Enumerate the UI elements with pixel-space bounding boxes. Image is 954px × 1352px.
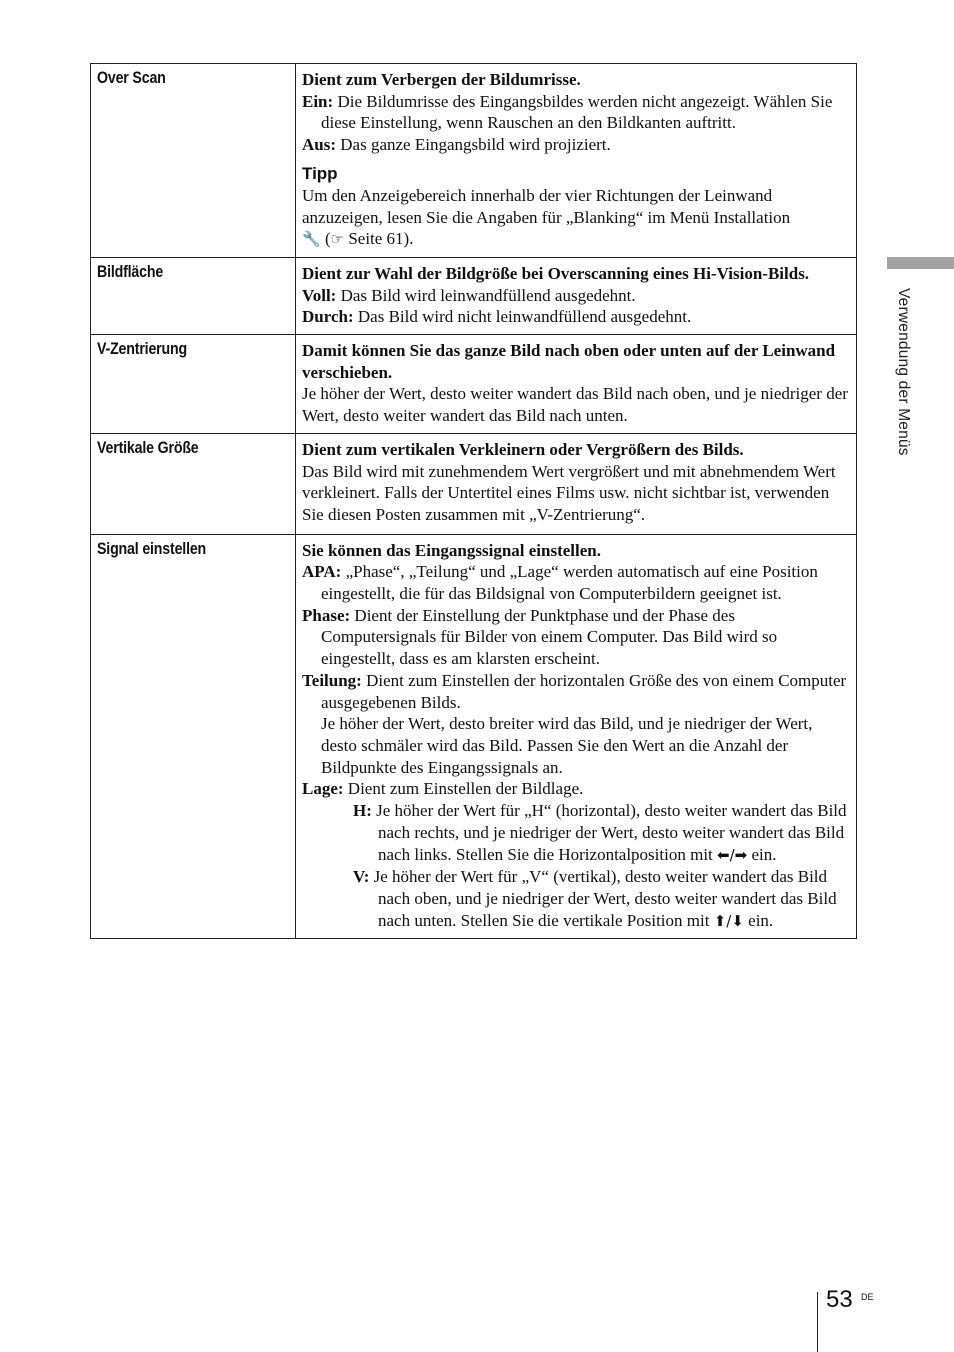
setting-lead: Dient zur Wahl der Bildgröße bei Overscanning eines Hi-Vision-Bilds. <box>302 263 810 283</box>
menu-settings-table <box>90 63 857 939</box>
option-teilung-detail: Je höher der Wert, desto breiter wird das Bild, und je niedriger der Wert, desto schmäler wird das Bild. Passen Sie den Wert an die Anzahl der Bildpunkte des Eingangssignals an. <box>321 714 813 777</box>
pointing-hand-icon: ☞ <box>330 230 345 249</box>
option-durch: Durch: Das Bild wird nicht leinwandfüllend ausgedehnt. <box>302 307 692 327</box>
setting-name-cell <box>91 257 296 334</box>
setting-name: Bildfläche <box>97 262 164 281</box>
option-ein: Ein: Die Bildumrisse des Eingangsbildes werden nicht angezeigt. Wählen Sie diese Einstellung, wenn Rauschen an den Bildkanten auftritt. <box>302 91 833 133</box>
tipp-heading: Tipp <box>302 163 338 183</box>
up-down-arrows-icon: ⬆/⬇ <box>713 911 744 930</box>
setting-lead: Dient zum Verbergen der Bildumrisse. <box>302 70 581 89</box>
setting-name-cell <box>91 534 296 939</box>
wrench-icon: 🔧 <box>302 230 321 249</box>
table-row <box>91 64 857 258</box>
table-row <box>91 257 857 334</box>
setting-name: Signal einstellen <box>97 539 207 558</box>
setting-description-cell <box>296 534 857 939</box>
setting-name: V-Zentrierung <box>97 340 188 359</box>
setting-lead: Sie können das Eingangssignal einstellen. <box>302 540 602 560</box>
setting-name: Vertikale Größe <box>97 438 199 457</box>
setting-name-cell <box>91 64 296 258</box>
setting-name-cell <box>91 335 296 434</box>
page-number: 53 <box>826 1286 853 1313</box>
setting-description-cell <box>296 64 857 258</box>
section-side-label: Verwendung der Menüs <box>895 288 912 456</box>
option-apa: APA: „Phase“, „Teilung“ und „Lage“ werden automatisch auf eine Position eingestellt, die für das Bildsignal von Computerbildern geeignet ist. <box>302 562 818 604</box>
page-reference: Seite 61). <box>344 229 414 249</box>
option-lage-v: V: Je höher der Wert für „V“ (vertikal), desto weiter wandert das Bild nach oben, und je niedriger der Wert, desto weiter wandert das Bild nach unten. Stellen Sie die vertikale Position mit ⬆/⬇ ein. <box>353 867 837 930</box>
option-voll: Voll: Das Bild wird leinwandfüllend ausgedehnt. <box>302 285 636 305</box>
left-right-arrows-icon: ⬅/➡ <box>717 845 748 864</box>
section-tab-marker <box>887 257 954 269</box>
setting-description-cell <box>296 433 857 534</box>
table-row <box>91 433 857 534</box>
option-aus: Aus: Das ganze Eingangsbild wird projiziert. <box>302 135 611 155</box>
option-lage-h: H: Je höher der Wert für „H“ (horizontal), desto weiter wandert das Bild nach rechts, und je niedriger der Wert, desto weiter wandert das Bild nach links. Stellen Sie die Horizontalposition mit ⬅/➡ ein. <box>353 801 847 864</box>
setting-lead: Dient zum vertikalen Verkleinern oder Vergrößern des Bilds. <box>302 439 744 459</box>
setting-lead: Damit können Sie das ganze Bild nach oben oder unten auf der Leinwand verschieben. <box>302 341 836 382</box>
setting-text: Das Bild wird mit zunehmendem Wert vergrößert und mit abnehmendem Wert verkleinert. Falls der Untertitel eines Films usw. nicht sichtbar ist, verwenden Sie diesen Posten zusammen mit „V-Zentrierung“. <box>302 461 836 524</box>
setting-description-cell <box>296 257 857 334</box>
table-row <box>91 335 857 434</box>
setting-text: Je höher der Wert, desto weiter wandert das Bild nach oben, und je niedriger der Wert, desto weiter wandert das Bild nach unten. <box>302 384 848 426</box>
option-teilung: Teilung: Dient zum Einstellen der horizontalen Größe des von einem Computer ausgegebenen Bilds. <box>302 670 847 712</box>
page-language: DE <box>861 1292 874 1302</box>
table-row <box>91 534 857 939</box>
setting-name: Over Scan <box>97 69 166 87</box>
setting-name-cell <box>91 433 296 534</box>
tipp-text: Um den Anzeigebereich innerhalb der vier Richtungen der Leinwand anzuzeigen, lesen Sie die Angaben für „Blanking“ im Menü Installation 🔧 (☞ Seite 61). <box>302 185 791 249</box>
setting-description-cell <box>296 335 857 434</box>
page-number-rule <box>817 1292 818 1352</box>
option-lage: Lage: Dient zum Einstellen der Bildlage. <box>302 779 584 799</box>
option-phase: Phase: Dient der Einstellung der Punktphase und der Phase des Computersignals für Bilder von einem Computer. Das Bild wird so eingestellt, dass es am klarsten erscheint. <box>302 605 778 669</box>
